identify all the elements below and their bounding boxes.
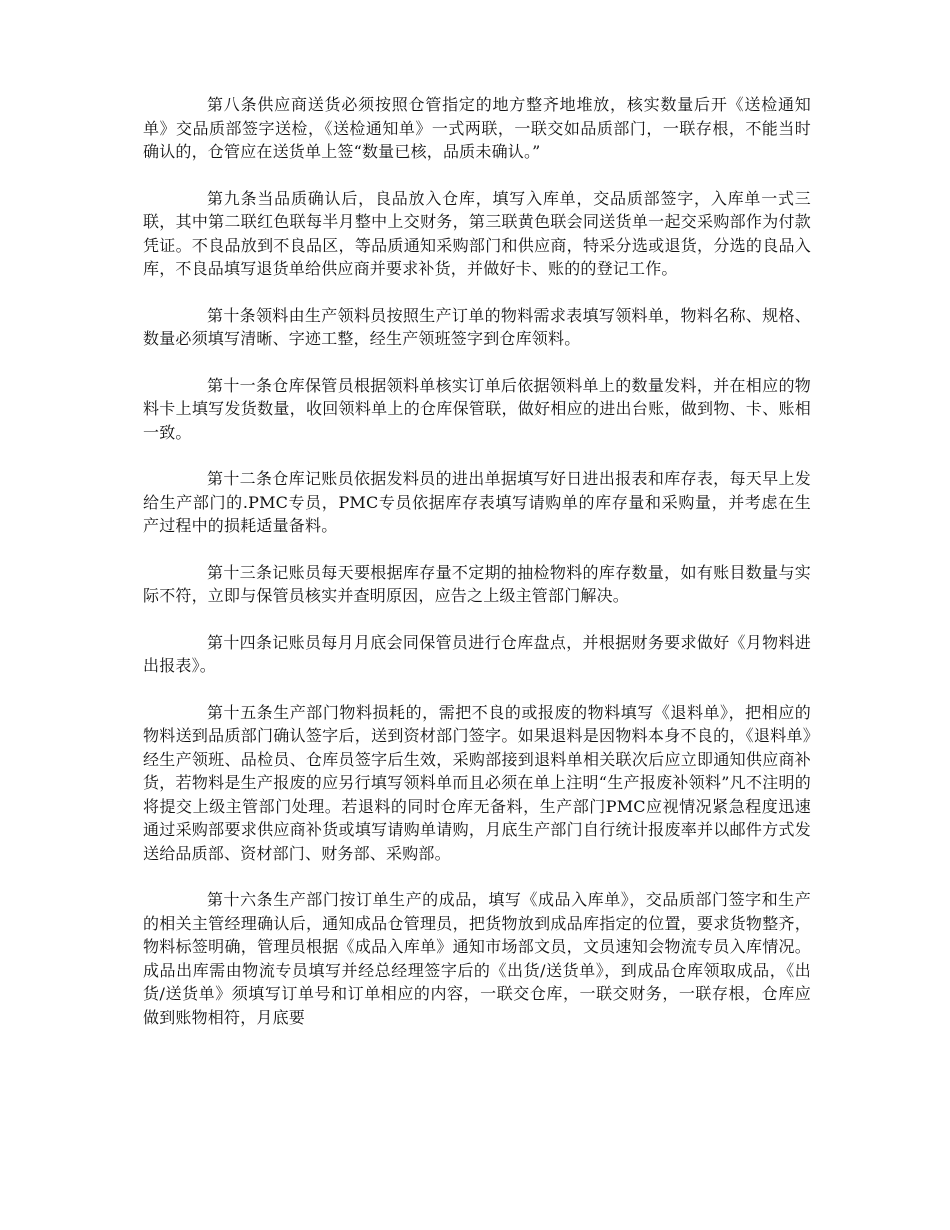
article-16-paragraph: 第十六条生产部门按订单生产的成品，填写《成品入库单》，交品质部门签字和生产的相关主管经理确认后，通知成品仓管理员，把货物放到成品库指定的位置，要求货物整齐，物料标签明确，管理员根据《成品入库单》通知市场部文员，文员速知会物流专员入库情况。成品出库需由物流专员填写并经总经理签字后的《出货/送货单》，到成品仓库领取成品，《出货/送货单》须填写订单号和订单相应的内容，一联交仓库，一联交财务，一联存根，仓库应做到账物相符，月底要 bbox=[143, 890, 811, 1027]
article-15-paragraph: 第十五条生产部门物料损耗的，需把不良的或报废的物料填写《退料单》，把相应的物料送到品质部门确认签字后，送到资材部门签字。如果退料是因物料本身不良的，《退料单》经生产领班、品检员、仓库员签字后生效，采购部接到退料单相关联次后应立即通知供应商补货，若物料是生产报废的应另行填写领料单而且必须在单上注明“生产报废补领料”凡不注明的将提交上级主管部门处理。若退料的同时仓库无备料，生产部门PMC应视情况紧急程度迅速通过采购部要求供应商补货或填写请购单请购，月底生产部门自行统计报废率并以邮件方式发送给品质部、资材部门、财务部、采购部。 bbox=[143, 702, 811, 863]
document-body bbox=[143, 93, 811, 1052]
article-13-paragraph: 第十三条记账员每天要根据库存量不定期的抽检物料的库存数量，如有账目数量与实际不符，立即与保管员核实并查明原因，应告之上级主管部门解决。 bbox=[143, 562, 811, 605]
article-14-paragraph: 第十四条记账员每月月底会同保管员进行仓库盘点，并根据财务要求做好《月物料进出报表》。 bbox=[143, 632, 811, 675]
article-12-paragraph: 第十二条仓库记账员依据发料员的进出单据填写好日进出报表和库存表，每天早上发给生产部门的.PMC专员，PMC专员依据库存表填写请购单的库存量和采购量，并考虑在生产过程中的损耗适量备料。 bbox=[143, 469, 811, 535]
article-9-paragraph: 第九条当品质确认后，良品放入仓库，填写入库单，交品质部签字，入库单一式三联，其中第二联红色联每半月整中上交财务，第三联黄色联会同送货单一起交采购部作为付款凭证。不良品放到不良品区，等品质通知采购部门和供应商，特采分选或退货，分选的良品入库，不良品填写退货单给供应商并要求补货，并做好卡、账的的登记工作。 bbox=[143, 188, 811, 278]
article-11-paragraph: 第十一条仓库保管员根据领料单核实订单后依据领料单上的数量发料，并在相应的物料卡上填写发货数量，收回领料单上的仓库保管联，做好相应的进出台账，做到物、卡、账相一致。 bbox=[143, 375, 811, 442]
article-8-paragraph: 第八条供应商送货必须按照仓管指定的地方整齐地堆放，核实数量后开《送检通知单》交品质部签字送检，《送检通知单》一式两联，一联交如品质部门，一联存根，不能当时确认的，仓管应在送货单上签“数量已核，品质未确认。” bbox=[143, 95, 811, 161]
article-10-paragraph: 第十条领料由生产领料员按照生产订单的物料需求表填写领料单，物料名称、规格、数量必须填写清晰、字迹工整，经生产领班签字到仓库领料。 bbox=[143, 305, 811, 348]
